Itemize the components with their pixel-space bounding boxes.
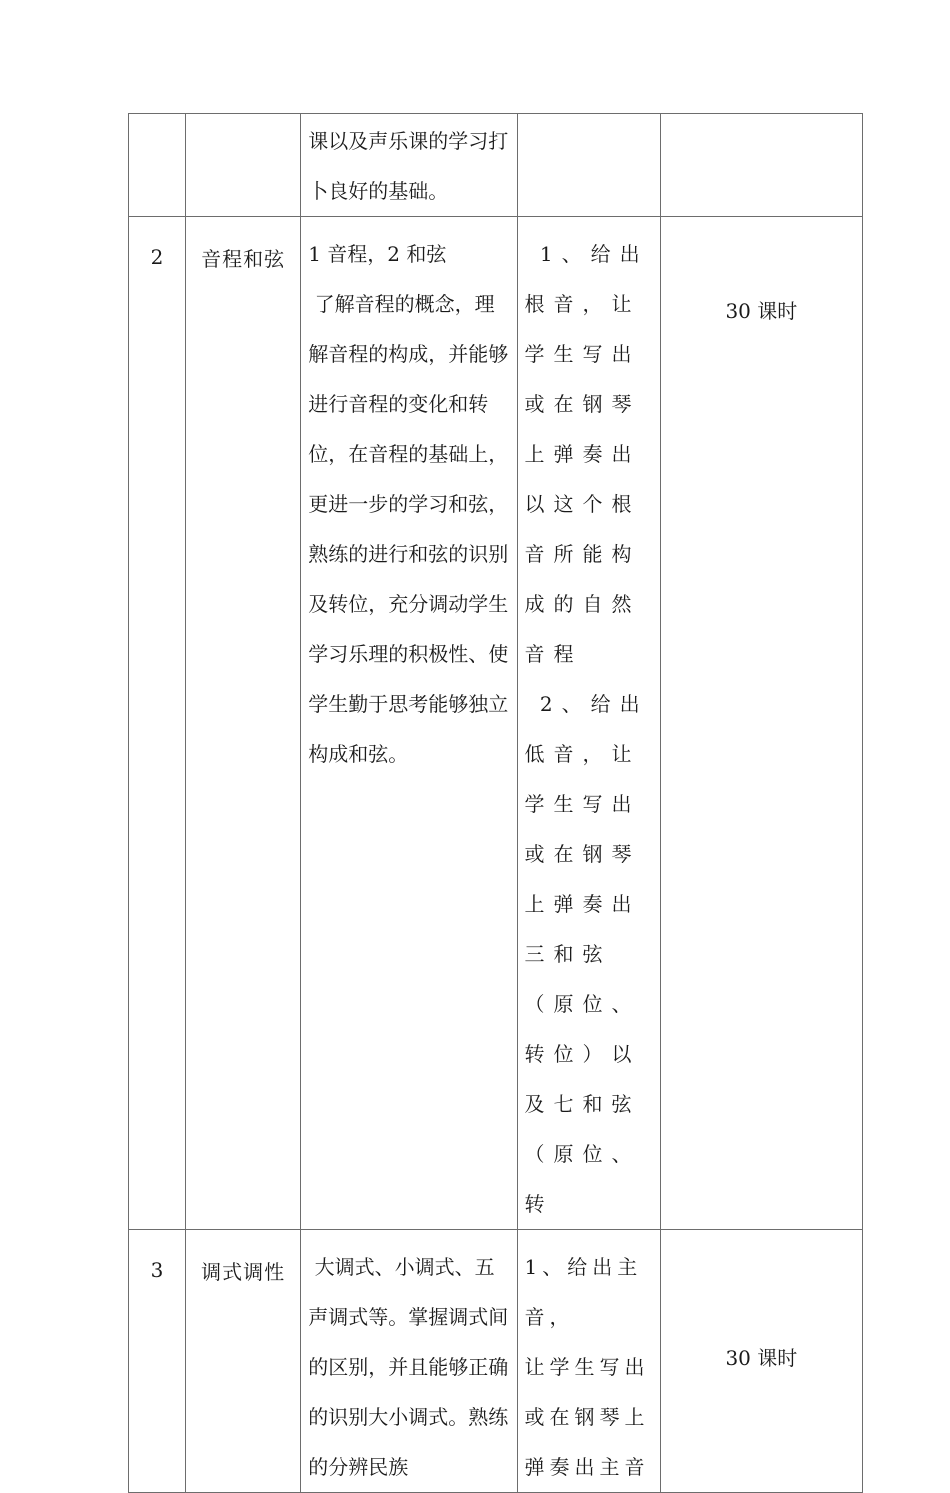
hours-cell	[660, 114, 862, 217]
requirement-cell	[517, 114, 660, 217]
requirement-cell: 1、给出根音，让学生写出或在钢琴上弹奏出以这个根音所能构成的自然音程 2、给出低音，让学生写出或在钢琴上弹奏出三和弦（原位、转位）以及七和弦（原位、转	[517, 217, 660, 1230]
topic-cell: 调式调性	[186, 1230, 301, 1493]
content-cell: 大调式、小调式、五声调式等。掌握调式间的区别，并且能够正确的识别大小调式。熟练的分辨民族	[301, 1230, 517, 1493]
hours-cell: 30 课时	[660, 217, 862, 1230]
syllabus-table	[128, 113, 863, 1493]
topic-cell: 音程和弦	[186, 217, 301, 1230]
requirement-cell: 1、给出主音， 让学生写出或在钢琴上弹奏出主音	[517, 1230, 660, 1493]
row-number: 3	[129, 1230, 186, 1493]
content-cell: 1 音程，2 和弦 了解音程的概念，理解音程的构成，并能够进行音程的变化和转位，在音程的基础上，更进一步的学习和弦，熟练的进行和弦的识别及转位，充分调动学生学习乐理的积极性、使学生勤于思考能够独立构成和弦。	[301, 217, 517, 1230]
table-row	[129, 1230, 863, 1493]
table-row	[129, 217, 863, 1230]
row-number	[129, 114, 186, 217]
table-row	[129, 114, 863, 217]
hours-cell: 30 课时	[660, 1230, 862, 1493]
topic-cell	[186, 114, 301, 217]
row-number: 2	[129, 217, 186, 1230]
content-cell: 课以及声乐课的学习打卜良好的基础。	[301, 114, 517, 217]
